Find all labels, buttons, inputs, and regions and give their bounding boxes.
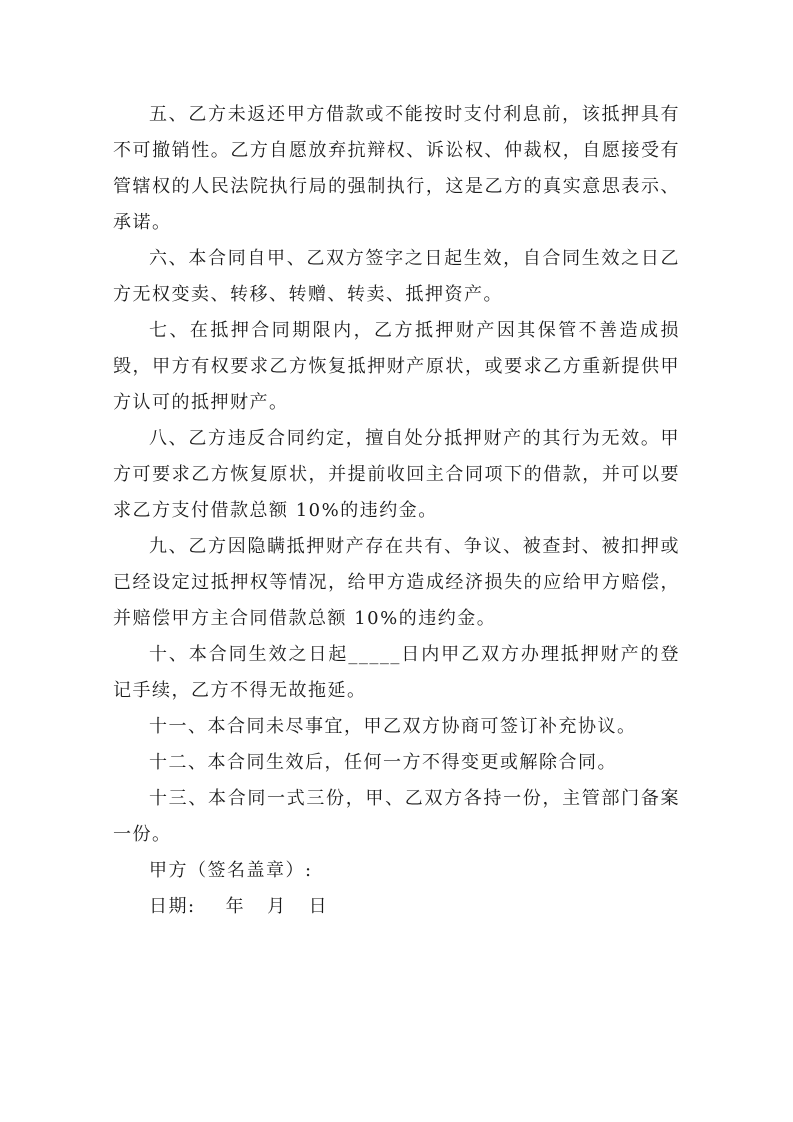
- clause-5: 五、乙方未返还甲方借款或不能按时支付利息前，该抵押具有不可撤销性。乙方自愿放弃抗辩权、诉讼权、仲裁权，自愿接受有管辖权的人民法院执行局的强制执行，这是乙方的真实意思表示、承诺。: [113, 104, 680, 233]
- party-a-signature-line: [113, 853, 680, 889]
- date-label: 日期:: [149, 896, 196, 917]
- clause-9: 九、乙方因隐瞒抵押财产存在共有、争议、被查封、被扣押或已经设定过抵押权等情况，给甲方造成经济损失的应给甲方赔偿，并赔偿甲方主合同借款总额 10%的违约金。: [113, 536, 680, 629]
- party-a-label: 甲方（签名盖章）:: [149, 860, 313, 881]
- date-day: 日: [308, 896, 329, 917]
- clause-8: 八、乙方违反合同约定，擅自处分抵押财产的其行为无效。甲方可要求乙方恢复原状，并提前收回主合同项下的借款，并可以要求乙方支付借款总额 10%的违约金。: [113, 428, 680, 521]
- clause-12: 十二、本合同生效后，任何一方不得变更或解除合同。: [149, 752, 617, 773]
- clause-11: 十一、本合同未尽事宜，甲乙双方协商可签订补充协议。: [149, 716, 637, 737]
- clause-7: 七、在抵押合同期限内，乙方抵押财产因其保管不善造成损毁，甲方有权要求乙方恢复抵押财产原状，或要求乙方重新提供甲方认可的抵押财产。: [113, 320, 680, 413]
- date-line: [113, 889, 680, 925]
- date-year: 年: [225, 896, 246, 917]
- clause-10: 十、本合同生效之日起_____日内甲乙双方办理抵押财产的登记手续，乙方不得无故拖延。: [113, 644, 680, 701]
- contract-body: [113, 97, 680, 925]
- clause-6: 六、本合同自甲、乙双方签字之日起生效，自合同生效之日乙方无权变卖、转移、转赠、转卖、抵押资产。: [113, 248, 680, 305]
- clause-13: 十三、本合同一式三份，甲、乙双方各持一份，主管部门备案一份。: [113, 788, 680, 845]
- date-month: 月: [267, 896, 287, 917]
